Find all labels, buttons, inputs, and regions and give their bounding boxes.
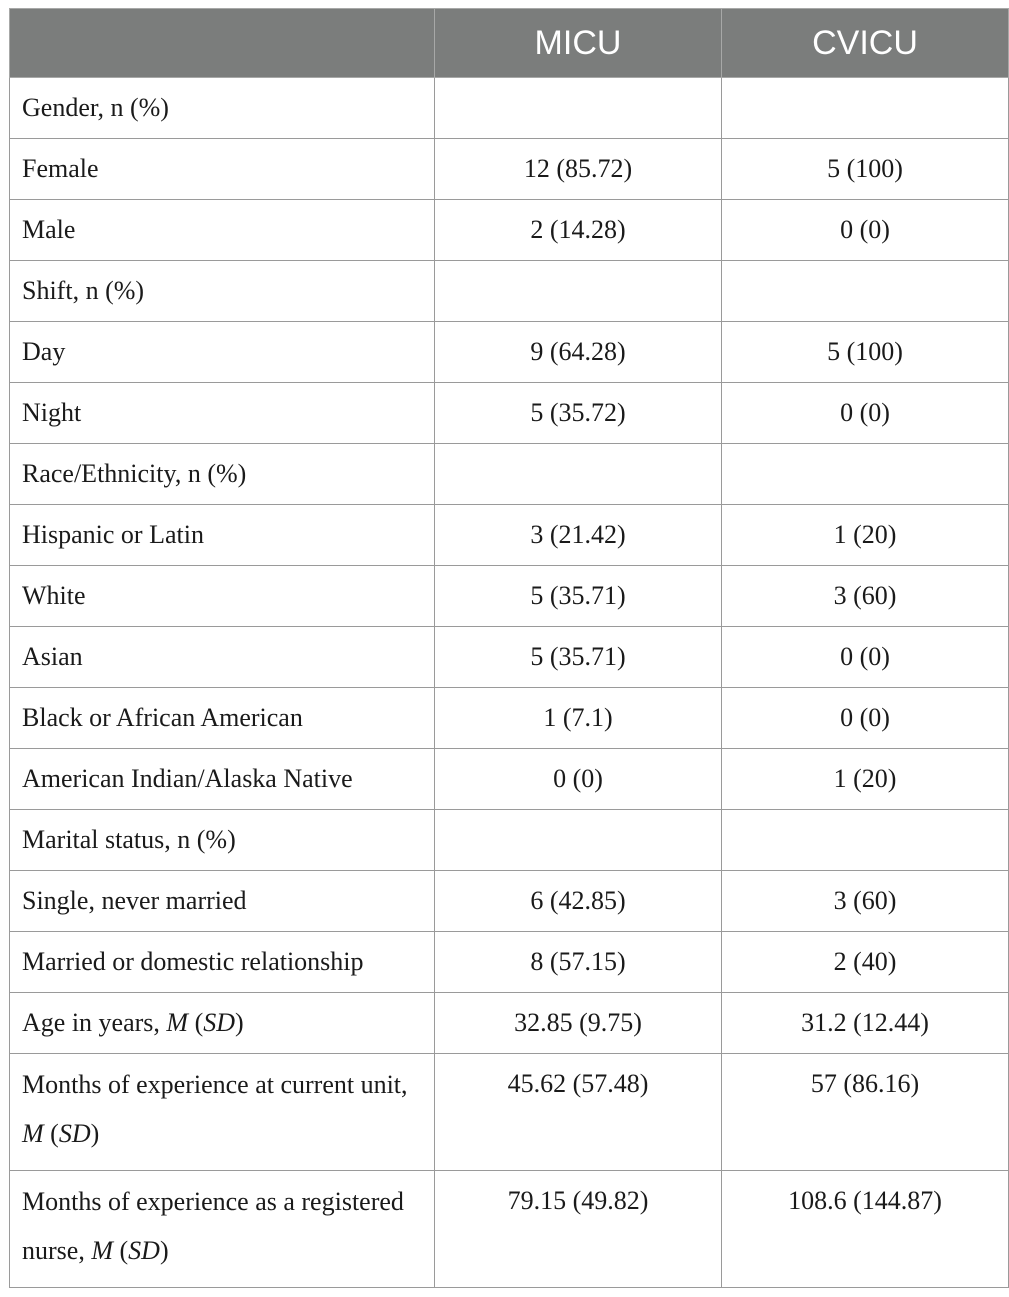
row-label: Race/Ethnicity, n (%) bbox=[10, 444, 435, 505]
table-body bbox=[10, 78, 1009, 1288]
row-label bbox=[10, 993, 435, 1054]
table-row bbox=[10, 322, 1009, 383]
cvicu-value: 31.2 (12.44) bbox=[722, 993, 1009, 1054]
micu-value bbox=[435, 261, 722, 322]
cvicu-value bbox=[722, 810, 1009, 871]
cvicu-value: 3 (60) bbox=[722, 566, 1009, 627]
row-label: Hispanic or Latin bbox=[10, 505, 435, 566]
table-row bbox=[10, 78, 1009, 139]
cvicu-value: 1 (20) bbox=[722, 505, 1009, 566]
table-row bbox=[10, 1171, 1009, 1288]
cvicu-value bbox=[722, 261, 1009, 322]
mean-symbol: M bbox=[22, 1119, 44, 1148]
paren-close: ) bbox=[90, 1119, 100, 1148]
mean-symbol: M bbox=[91, 1236, 113, 1265]
table-row bbox=[10, 749, 1009, 810]
paren-open: ( bbox=[188, 1008, 204, 1037]
micu-value: 3 (21.42) bbox=[435, 505, 722, 566]
row-label: Asian bbox=[10, 627, 435, 688]
micu-value bbox=[435, 78, 722, 139]
table-row bbox=[10, 871, 1009, 932]
cvicu-value: 0 (0) bbox=[722, 383, 1009, 444]
cvicu-value bbox=[722, 444, 1009, 505]
table-row bbox=[10, 261, 1009, 322]
mean-symbol: M bbox=[166, 1008, 189, 1037]
table-row bbox=[10, 627, 1009, 688]
micu-value: 32.85 (9.75) bbox=[435, 993, 722, 1054]
micu-value: 8 (57.15) bbox=[435, 932, 722, 993]
table-row bbox=[10, 810, 1009, 871]
paren-open: ( bbox=[113, 1236, 129, 1265]
micu-value bbox=[435, 444, 722, 505]
table-row bbox=[10, 505, 1009, 566]
label-text: Age in years, bbox=[22, 1008, 167, 1037]
micu-value: 12 (85.72) bbox=[435, 139, 722, 200]
table-row bbox=[10, 444, 1009, 505]
micu-value bbox=[435, 810, 722, 871]
header-micu: MICU bbox=[435, 9, 722, 78]
sd-symbol: SD bbox=[128, 1236, 160, 1265]
micu-value: 2 (14.28) bbox=[435, 200, 722, 261]
row-label: Day bbox=[10, 322, 435, 383]
micu-value: 79.15 (49.82) bbox=[435, 1171, 722, 1288]
row-label: Gender, n (%) bbox=[10, 78, 435, 139]
table-row bbox=[10, 1054, 1009, 1171]
cvicu-value: 0 (0) bbox=[722, 627, 1009, 688]
header-blank-cell bbox=[10, 9, 435, 78]
micu-value: 0 (0) bbox=[435, 749, 722, 810]
row-label: Night bbox=[10, 383, 435, 444]
cvicu-value: 108.6 (144.87) bbox=[722, 1171, 1009, 1288]
row-label: Shift, n (%) bbox=[10, 261, 435, 322]
cvicu-value: 1 (20) bbox=[722, 749, 1009, 810]
table-row bbox=[10, 566, 1009, 627]
cvicu-value bbox=[722, 78, 1009, 139]
demographics-table bbox=[9, 8, 1009, 1288]
cvicu-value: 57 (86.16) bbox=[722, 1054, 1009, 1171]
row-label: Single, never married bbox=[10, 871, 435, 932]
row-label bbox=[10, 1171, 435, 1288]
table-row bbox=[10, 139, 1009, 200]
cvicu-value: 2 (40) bbox=[722, 932, 1009, 993]
row-label: Marital status, n (%) bbox=[10, 810, 435, 871]
table-row bbox=[10, 200, 1009, 261]
micu-value: 45.62 (57.48) bbox=[435, 1054, 722, 1171]
sd-symbol: SD bbox=[203, 1008, 236, 1037]
cvicu-value: 3 (60) bbox=[722, 871, 1009, 932]
row-label: Married or domestic relationship bbox=[10, 932, 435, 993]
cvicu-value: 5 (100) bbox=[722, 139, 1009, 200]
row-label: Female bbox=[10, 139, 435, 200]
cvicu-value: 5 (100) bbox=[722, 322, 1009, 383]
cvicu-value: 0 (0) bbox=[722, 200, 1009, 261]
table-row bbox=[10, 688, 1009, 749]
paren-close: ) bbox=[235, 1008, 244, 1037]
paren-close: ) bbox=[159, 1236, 169, 1265]
micu-value: 6 (42.85) bbox=[435, 871, 722, 932]
paren-open: ( bbox=[43, 1119, 59, 1148]
micu-value: 5 (35.72) bbox=[435, 383, 722, 444]
table-row bbox=[10, 932, 1009, 993]
sd-symbol: SD bbox=[58, 1119, 91, 1148]
micu-value: 1 (7.1) bbox=[435, 688, 722, 749]
label-text: Months of experience at current unit, bbox=[22, 1070, 408, 1099]
table-row bbox=[10, 383, 1009, 444]
row-label: White bbox=[10, 566, 435, 627]
row-label: Black or African American bbox=[10, 688, 435, 749]
micu-value: 9 (64.28) bbox=[435, 322, 722, 383]
micu-value: 5 (35.71) bbox=[435, 627, 722, 688]
header-row bbox=[10, 9, 1009, 78]
micu-value: 5 (35.71) bbox=[435, 566, 722, 627]
table-header bbox=[10, 9, 1009, 78]
table-row bbox=[10, 993, 1009, 1054]
label-text: Months of experience as a registered nurse, bbox=[22, 1187, 404, 1265]
row-label: Male bbox=[10, 200, 435, 261]
row-label: American Indian/Alaska Native bbox=[10, 749, 435, 810]
cvicu-value: 0 (0) bbox=[722, 688, 1009, 749]
row-label bbox=[10, 1054, 435, 1171]
header-cvicu: CVICU bbox=[722, 9, 1009, 78]
